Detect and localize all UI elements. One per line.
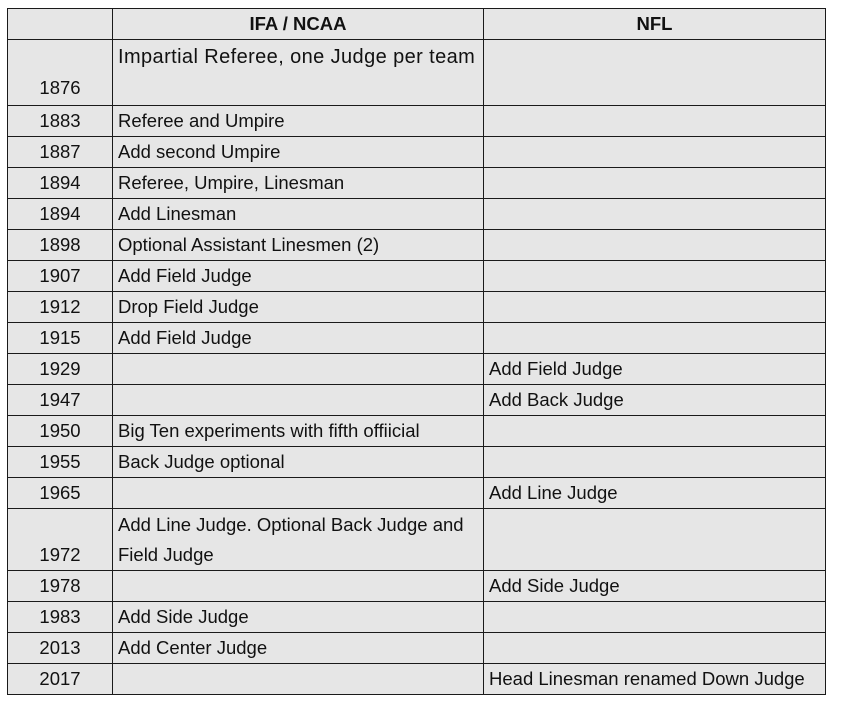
nfl-cell [484,292,826,323]
table-row [8,106,826,137]
year-cell: 1983 [8,602,113,633]
ncaa-cell: Referee, Umpire, Linesman [113,168,484,199]
table-row [8,478,826,509]
nfl-cell [484,602,826,633]
year-cell: 1955 [8,447,113,478]
ncaa-cell: Big Ten experiments with fifth offiicial [113,416,484,447]
nfl-cell: Add Field Judge [484,354,826,385]
header-year [8,9,113,40]
nfl-cell [484,261,826,292]
year-cell: 1929 [8,354,113,385]
nfl-cell [484,106,826,137]
ncaa-cell: Back Judge optional [113,447,484,478]
table-row [8,292,826,323]
ncaa-cell: Add Linesman [113,199,484,230]
year-cell: 1898 [8,230,113,261]
year-cell: 1950 [8,416,113,447]
year-cell: 1978 [8,571,113,602]
nfl-cell [484,509,826,571]
nfl-cell [484,168,826,199]
table-row [8,509,826,571]
year-cell: 1915 [8,323,113,354]
table-row [8,602,826,633]
ncaa-cell: Impartial Referee, one Judge per team [113,40,484,106]
year-cell: 2013 [8,633,113,664]
year-cell: 2017 [8,664,113,695]
nfl-cell: Head Linesman renamed Down Judge [484,664,826,695]
ncaa-cell: Drop Field Judge [113,292,484,323]
ncaa-cell [113,664,484,695]
nfl-cell [484,137,826,168]
table-row [8,323,826,354]
table-row [8,571,826,602]
nfl-cell [484,323,826,354]
nfl-cell [484,199,826,230]
ncaa-cell: Add second Umpire [113,137,484,168]
year-cell: 1972 [8,509,113,571]
ncaa-cell [113,354,484,385]
table-row [8,447,826,478]
table-row [8,40,826,106]
year-cell: 1912 [8,292,113,323]
year-cell: 1883 [8,106,113,137]
table-row [8,261,826,292]
header-ifa-ncaa: IFA / NCAA [113,9,484,40]
nfl-cell: Add Line Judge [484,478,826,509]
ncaa-cell: Add Field Judge [113,323,484,354]
ncaa-cell: Add Line Judge. Optional Back Judge and Field Judge [113,509,484,571]
year-cell: 1894 [8,199,113,230]
ncaa-cell [113,478,484,509]
nfl-cell [484,633,826,664]
ncaa-cell: Add Field Judge [113,261,484,292]
table-row [8,664,826,695]
table-row [8,230,826,261]
year-cell: 1907 [8,261,113,292]
table-row [8,168,826,199]
year-cell: 1887 [8,137,113,168]
nfl-cell: Add Side Judge [484,571,826,602]
officials-history-table [7,8,826,695]
table-row [8,199,826,230]
ncaa-cell: Referee and Umpire [113,106,484,137]
table-row [8,385,826,416]
nfl-cell [484,447,826,478]
nfl-cell [484,230,826,261]
table-row [8,416,826,447]
ncaa-cell: Add Center Judge [113,633,484,664]
table-row [8,137,826,168]
year-cell: 1947 [8,385,113,416]
nfl-cell: Add Back Judge [484,385,826,416]
year-cell: 1876 [8,40,113,106]
year-cell: 1965 [8,478,113,509]
ncaa-cell [113,571,484,602]
table-row [8,354,826,385]
ncaa-cell [113,385,484,416]
header-nfl: NFL [484,9,826,40]
nfl-cell [484,416,826,447]
header-row [8,9,826,40]
year-cell: 1894 [8,168,113,199]
ncaa-cell: Add Side Judge [113,602,484,633]
table-row [8,633,826,664]
nfl-cell [484,40,826,106]
ncaa-cell: Optional Assistant Linesmen (2) [113,230,484,261]
